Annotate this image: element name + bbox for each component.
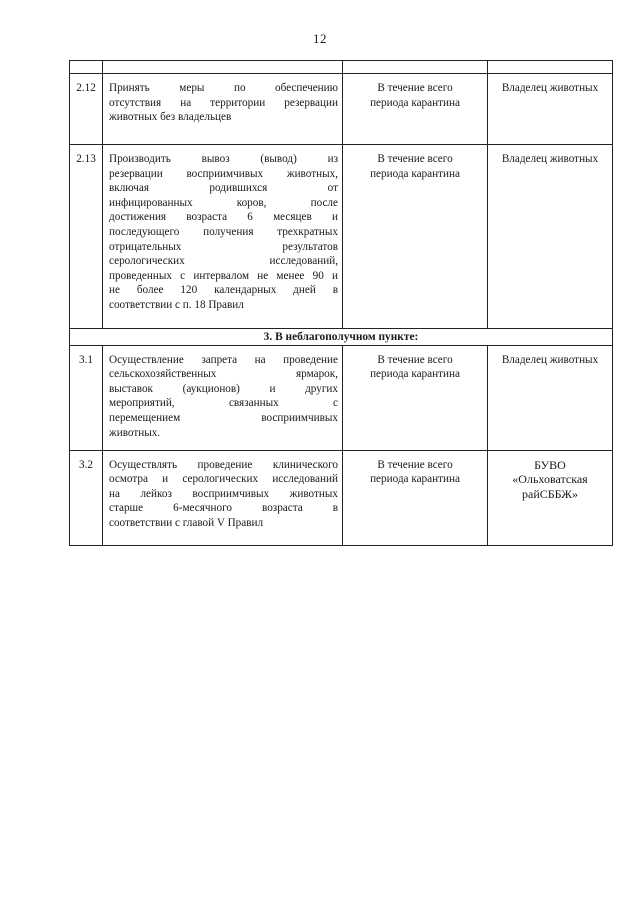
- row-responsible: [488, 145, 613, 329]
- action-line: достижения возраста 6 месяцев и: [109, 211, 338, 224]
- action-line: соответствии с п. 18 Правил: [109, 298, 244, 311]
- action-line: осмотра и серологических исследований: [109, 473, 338, 486]
- table-row: [70, 450, 613, 545]
- row-responsible: [488, 450, 613, 545]
- row-number: 3.1: [70, 345, 103, 450]
- action-line: серологических исследований,: [109, 255, 338, 268]
- row-action: [103, 450, 343, 545]
- action-line: Осуществлять проведение клинического: [109, 458, 338, 471]
- row-term: [343, 74, 488, 145]
- term-line: периода карантина: [370, 96, 460, 109]
- table-top-spacer-row: [70, 61, 613, 74]
- row-responsible: [488, 74, 613, 145]
- action-line: мероприятий, связанных с: [109, 397, 338, 410]
- term-line: периода карантина: [370, 473, 460, 486]
- row-term: [343, 145, 488, 329]
- table-row: [70, 145, 613, 329]
- responsible-line: «Ольховатская: [512, 472, 588, 487]
- responsible-line: Владелец животных: [501, 82, 599, 94]
- action-line: животных без владельцев: [109, 111, 232, 124]
- row-responsible: [488, 345, 613, 450]
- section-heading-row: [70, 329, 613, 346]
- action-line: выставок (аукционов) и других: [109, 382, 338, 395]
- table-row: [70, 74, 613, 145]
- action-line: включая родившихся от: [109, 182, 338, 195]
- responsible-line: БУВО: [534, 457, 566, 472]
- action-line: не более 120 календарных дней в: [109, 284, 338, 297]
- action-line: Осуществление запрета на проведение: [109, 353, 338, 366]
- term-line: В течение всего: [377, 82, 453, 94]
- action-line: Производить вывоз (вывод) из: [109, 153, 338, 165]
- measures-table: [69, 60, 613, 546]
- row-number: 3.2: [70, 450, 103, 545]
- action-line: последующего получения трехкратных: [109, 225, 338, 238]
- row-action: [103, 74, 343, 145]
- row-number: 2.13: [70, 145, 103, 329]
- term-line: В течение всего: [377, 353, 453, 366]
- action-line: соответствии с главой V Правил: [109, 516, 264, 529]
- action-line: Принять меры по обеспечению: [109, 82, 338, 94]
- row-number: 2.12: [70, 74, 103, 145]
- term-line: периода карантина: [370, 167, 460, 180]
- row-term: [343, 345, 488, 450]
- action-line: проведенных с интервалом не менее 90 и: [109, 269, 338, 282]
- action-line: сельскохозяйственных ярмарок,: [109, 368, 338, 381]
- action-line: отсутствия на территории резервации: [109, 96, 338, 109]
- action-line: инфицированных коров, после: [109, 196, 338, 209]
- action-line: старше 6-месячного возраста в: [109, 502, 338, 515]
- responsible-line: Владелец животных: [501, 153, 599, 165]
- action-line: резервации восприимчивых животных,: [109, 167, 338, 180]
- responsible-line: райСББЖ»: [522, 486, 578, 501]
- action-line: перемещением восприимчивых: [109, 411, 338, 424]
- action-line: на лейкоз восприимчивых животных: [109, 487, 338, 500]
- page-number: 12: [313, 31, 327, 46]
- term-line: В течение всего: [377, 153, 453, 165]
- row-action: [103, 345, 343, 450]
- row-action: [103, 145, 343, 329]
- table-row: [70, 345, 613, 450]
- row-term: [343, 450, 488, 545]
- action-line: отрицательных результатов: [109, 240, 338, 253]
- term-line: периода карантина: [370, 368, 460, 381]
- responsible-line: Владелец животных: [501, 353, 599, 366]
- term-line: В течение всего: [377, 458, 453, 471]
- action-line: животных.: [109, 426, 161, 439]
- section-title: 3. В неблагополучном пункте:: [70, 329, 613, 346]
